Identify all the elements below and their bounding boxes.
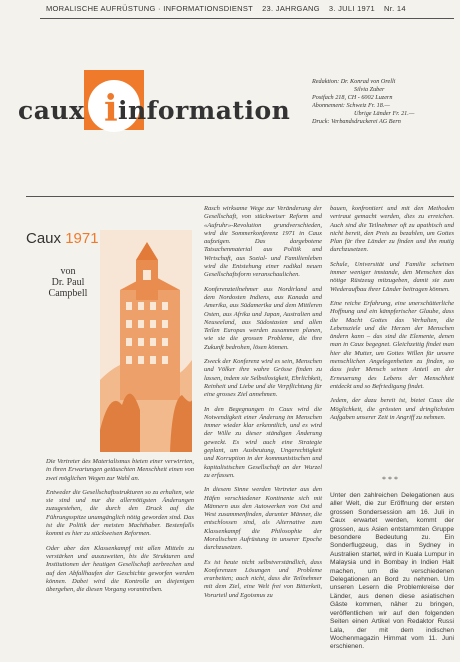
- paragraph: Schule, Universität und Familie scheinen immer weniger imstande, den Menschen das nötige Rüstzeug mitzugeben, damit sie zum Wiederaufbau ihrer Länder beitragen können.: [330, 260, 454, 293]
- redaktion-line: Postfach 218, CH - 6002 Luzern: [312, 94, 393, 101]
- redaktion-line: Redaktion: Dr. Konrad von Orelli: [312, 78, 396, 85]
- paragraph: Jedem, der dazu bereit ist, bietet Caux die Möglichkeit, die grössten und dringlichsten Aufgaben unserer Zeit in Angriff zu nehmen.: [330, 397, 454, 421]
- issue-date: 3. JULI 1971: [328, 4, 375, 13]
- byline-von: von: [60, 266, 76, 277]
- paragraph: Eine reiche Erfahrung, eine unerschütterliche Hoffnung und ein kämpferischer Glaube, dass die Macht Gottes das Verhalten, die Lebensziele und die Herzen der Menschen ändern kann – das sind die Elemente, denen man in Caux begegnet. Gleichzeitig findet man hier die Mutter, um Gottes Willen für unsere menschlichen Angelegenheiten zu finden, so dass jeder Mensch seinen Anteil an der Erneuerung des Lebens der Menschheit entdeckt und so Befriedigung findet.: [330, 299, 454, 390]
- paragraph: Unter den zahlreichen Delegationen aus aller Welt, die zur Eröffnung der ersten grossen Sondersession am 16. Juli in Caux erwartet werden, kommt der grossen, aus Asien entstammten Gruppe besondere Bedeutung zu. Ein Sonderflugzeug, das in Sydney in Australien startet, wird in Kuala Lumpur in Malaysia und in Bombay in Indien Halt machen, um die verschiedenen Delegationen an Bord zu nehmen. Um unseren Lesern die Problemkreise der Länder, aus denen diese asiatischen Gäste kommen, näher zu bringen, veröffentlichen wir auf den folgenden Seiten einen Artikel von Redaktor Russi Lala, der mit dem indischen Wochenmagazin Himmat vom 11. Juni erschienen.: [330, 492, 454, 651]
- issue-number: Nr. 14: [383, 4, 406, 13]
- paragraph: bauen, konfrontiert und mit den Methoden vertraut gemacht werden, dies zu erreichen. Auch sind die Teilnehmer oft zu apathisch und nicht bereit, den Preis zu bezahlen, um Gottes Plan für ihre Länder zu finden und ihn mutig durchzusetzen.: [330, 205, 454, 254]
- volume: 23. JAHRGANG: [262, 4, 320, 13]
- column-3-upright: [330, 492, 454, 658]
- redaktion-line: Abonnement: Schweiz Fr. 18.—: [312, 102, 390, 109]
- logo-word-information: information: [118, 96, 291, 125]
- paragraph: Es ist heute nicht selbstverständlich, dass Konferenzen Lösungen und Probleme erarbeiten; auch nicht, dass die Teilnehmer mit dem Ziel, eine Welt frei von Bitterkeit, Vorurteil und Egoismus zu: [204, 558, 322, 599]
- redaktion-line: Druck: Verbandsdruckerei AG Bern: [312, 118, 401, 125]
- column-3: [330, 205, 454, 428]
- paragraph: Oder aber den Klassenkampf mit allen Mitteln zu verstärken und auszuweiten, bis die Strukturen und Institutionen der heutigen Gesellschaft zerbrechen und auf den Abfallhaufen der Geschichte geworfen werden können. Dabei wird die Kontrolle an diejenigen übergehen, die diesen Vorgang vorantreiben.: [46, 544, 194, 594]
- caux-information-logo: [18, 70, 291, 160]
- redaktion-line: Übrige Länder Fr. 21.—: [354, 110, 415, 117]
- article-byline: [38, 266, 98, 299]
- logo-word-caux: caux: [18, 96, 85, 125]
- article-title: [26, 230, 99, 247]
- section-ornament: * * *: [382, 475, 398, 484]
- paragraph: Konferenzteilnehmer aus Nordirland und dem Nordosten Indiens, aus Kanada und Amerika, aus Südamerika und dem Mittleren Osten, aus Afrika und Japan, Australien und Neuseeland, aus Südostasien und allen Teilen Europas werden zusammen planen, wie sie die grossen Probleme, die ihre Zukunft bedrohen, lösen können.: [204, 285, 322, 351]
- paragraph: Entweder die Gesellschaftsstrukturen so zu erhalten, wie sie sind und nur die allernötigsten Änderungen zuzugestehen, die durch den Druck auf die Führungsspitze unumgänglich nötig geworden sind. Das ist die Politik der meisten Machthaber. Bestenfalls kommt es hier zu stückweisen Reformen.: [46, 488, 194, 538]
- caux-palace-photo: [100, 230, 192, 452]
- section-rule: [26, 196, 454, 197]
- column-2: [204, 205, 322, 606]
- paragraph: In diesem Sinne werden Vertreter aus den Häfen verschiedener Kontinente sich mit Männern aus den Autowerken von Ost und West zusammenfinden, darunter Männer, die entschlossen sind, als Alternative zum Klassenkampf die Philosophie der Moralischen Aufrüstung in unserer Epoche durchzusetzen.: [204, 486, 322, 552]
- redaktion-line: Silvia Zuber: [354, 86, 385, 93]
- article-title-word: Caux: [26, 230, 62, 247]
- publication-name: MORALISCHE AUFRÜSTUNG · INFORMATIONSDIENST: [46, 4, 254, 13]
- paragraph: In den Begegnungen in Caux wird die Notwendigkeit einer Änderung im Menschen immer wieder klar erkenntlich, und es wird der Wille zu dieser ständigen Änderung geweckt. Es wird auch eine Strategie geplant, um Ausbeutung, Ungerechtigkeit und Korruption in der kommunistischen und kapitalistischen Gesellschaft an der Wurzel zu erfassen.: [204, 405, 322, 479]
- paragraph: Zweck der Konferenz wird es sein, Menschen und Völker ihre wahre Grösse finden zu lassen, indem sie Selbstlosigkeit, Ehrlichkeit, Reinheit und Liebe und die Verpflichtung für eine grosses Ziel annehmen.: [204, 358, 322, 399]
- paragraph: Rasch wirksame Wege zur Veränderung der Gesellschaft, von stückweiser Reform und «Aufruhr»-Revolution grundverschieden, wird die Sommerkonferenz 1971 in Caux aufzeigen. Das dargebotene Tatsachenmaterial aus Politik und Wirtschaft, aus Sozial- und Familienleben wird die Entstehung einer radikal neuen Gesellschaftsform veranschaulichen.: [204, 205, 322, 279]
- masthead-line: [46, 4, 450, 13]
- logo-letter: i: [104, 88, 118, 130]
- palace-illustration: [100, 230, 192, 452]
- byline-author: Dr. Paul Campbell: [48, 277, 88, 299]
- top-rule: [40, 18, 454, 19]
- column-1: [46, 458, 194, 600]
- article-title-year: 1971: [65, 230, 99, 247]
- editorial-box: [312, 78, 458, 126]
- paragraph: Die Vertreter des Materialismus bieten einer verwirrten, in ihren Erwartungen getäuschten Menschheit einen von zwei möglichen Wegen zur Wahl an.: [46, 458, 194, 482]
